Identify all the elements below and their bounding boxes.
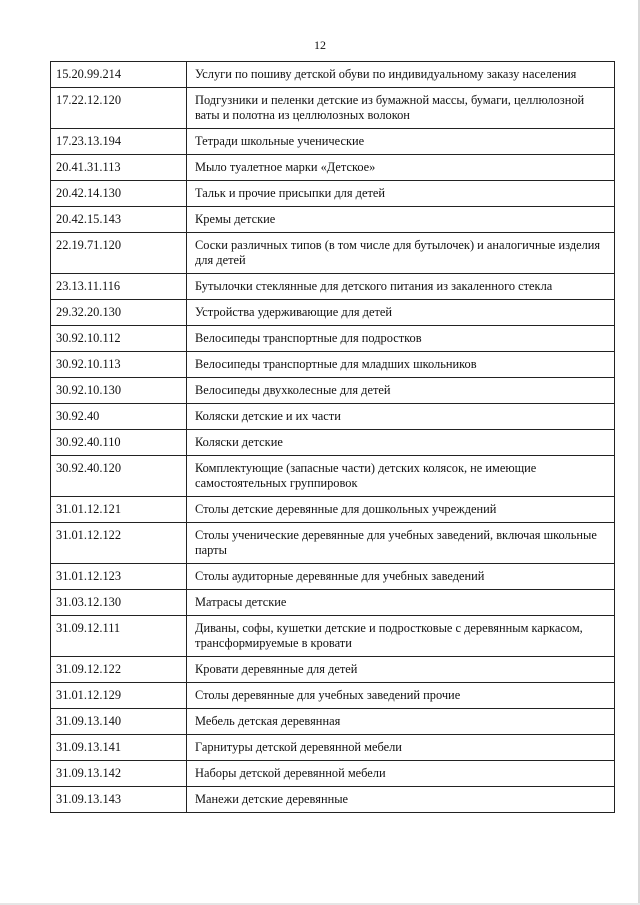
row-description: Бутылочки стеклянные для детского питания из закаленного стекла (187, 274, 615, 300)
row-description: Коляски детские (187, 430, 615, 456)
table-row (51, 497, 615, 523)
row-code: 30.92.10.113 (51, 352, 187, 378)
table-row (51, 430, 615, 456)
row-description: Устройства удерживающие для детей (187, 300, 615, 326)
row-code: 22.19.71.120 (51, 233, 187, 274)
table-row (51, 590, 615, 616)
row-code: 31.01.12.129 (51, 683, 187, 709)
table-row (51, 683, 615, 709)
row-description: Услуги по пошиву детской обуви по индивидуальному заказу населения (187, 62, 615, 88)
row-code: 17.22.12.120 (51, 88, 187, 129)
row-description: Велосипеды транспортные для подростков (187, 326, 615, 352)
row-code: 31.09.13.142 (51, 761, 187, 787)
row-description: Столы ученические деревянные для учебных заведений, включая школьные парты (187, 523, 615, 564)
row-code: 20.42.14.130 (51, 181, 187, 207)
row-code: 30.92.40 (51, 404, 187, 430)
row-code: 30.92.10.112 (51, 326, 187, 352)
row-description: Подгузники и пеленки детские из бумажной массы, бумаги, целлюлозной ваты и полотна из целлюлозных волокон (187, 88, 615, 129)
row-code: 20.41.31.113 (51, 155, 187, 181)
table-row (51, 300, 615, 326)
row-description: Матрасы детские (187, 590, 615, 616)
classification-table (50, 61, 615, 813)
row-code: 31.01.12.121 (51, 497, 187, 523)
table-row (51, 129, 615, 155)
table-row (51, 404, 615, 430)
table-row (51, 523, 615, 564)
row-code: 31.09.13.141 (51, 735, 187, 761)
table-row (51, 787, 615, 813)
table-row (51, 378, 615, 404)
table-row (51, 616, 615, 657)
row-code: 15.20.99.214 (51, 62, 187, 88)
row-code: 17.23.13.194 (51, 129, 187, 155)
table-row (51, 761, 615, 787)
row-description: Тетради школьные ученические (187, 129, 615, 155)
table-row (51, 274, 615, 300)
row-code: 31.09.13.140 (51, 709, 187, 735)
table-row (51, 155, 615, 181)
row-code: 30.92.10.130 (51, 378, 187, 404)
row-description: Гарнитуры детской деревянной мебели (187, 735, 615, 761)
table-row (51, 88, 615, 129)
row-code: 31.09.13.143 (51, 787, 187, 813)
table-row (51, 207, 615, 233)
row-code: 31.03.12.130 (51, 590, 187, 616)
row-code: 30.92.40.110 (51, 430, 187, 456)
row-code: 31.01.12.122 (51, 523, 187, 564)
row-description: Столы деревянные для учебных заведений прочие (187, 683, 615, 709)
row-description: Столы детские деревянные для дошкольных учреждений (187, 497, 615, 523)
row-description: Комплектующие (запасные части) детских колясок, не имеющие самостоятельных группировок (187, 456, 615, 497)
row-description: Велосипеды транспортные для младших школьников (187, 352, 615, 378)
row-description: Мебель детская деревянная (187, 709, 615, 735)
row-code: 31.09.12.111 (51, 616, 187, 657)
row-code: 31.09.12.122 (51, 657, 187, 683)
row-description: Коляски детские и их части (187, 404, 615, 430)
table-row (51, 181, 615, 207)
row-code: 20.42.15.143 (51, 207, 187, 233)
table-row (51, 657, 615, 683)
table-row (51, 62, 615, 88)
table-row (51, 352, 615, 378)
table-row (51, 709, 615, 735)
row-description: Кремы детские (187, 207, 615, 233)
table-row (51, 564, 615, 590)
row-code: 31.01.12.123 (51, 564, 187, 590)
row-description: Соски различных типов (в том числе для бутылочек) и аналогичные изделия для детей (187, 233, 615, 274)
row-description: Кровати деревянные для детей (187, 657, 615, 683)
row-description: Диваны, софы, кушетки детские и подростковые с деревянным каркасом, трансформируемые в кровати (187, 616, 615, 657)
row-code: 29.32.20.130 (51, 300, 187, 326)
page-number: 12 (314, 38, 326, 52)
row-code: 23.13.11.116 (51, 274, 187, 300)
row-description: Велосипеды двухколесные для детей (187, 378, 615, 404)
row-description: Манежи детские деревянные (187, 787, 615, 813)
table-row (51, 456, 615, 497)
table-body (51, 62, 615, 813)
table-row (51, 326, 615, 352)
row-description: Столы аудиторные деревянные для учебных заведений (187, 564, 615, 590)
row-description: Тальк и прочие присыпки для детей (187, 181, 615, 207)
row-code: 30.92.40.120 (51, 456, 187, 497)
table-row (51, 233, 615, 274)
row-description: Мыло туалетное марки «Детское» (187, 155, 615, 181)
row-description: Наборы детской деревянной мебели (187, 761, 615, 787)
table-row (51, 735, 615, 761)
